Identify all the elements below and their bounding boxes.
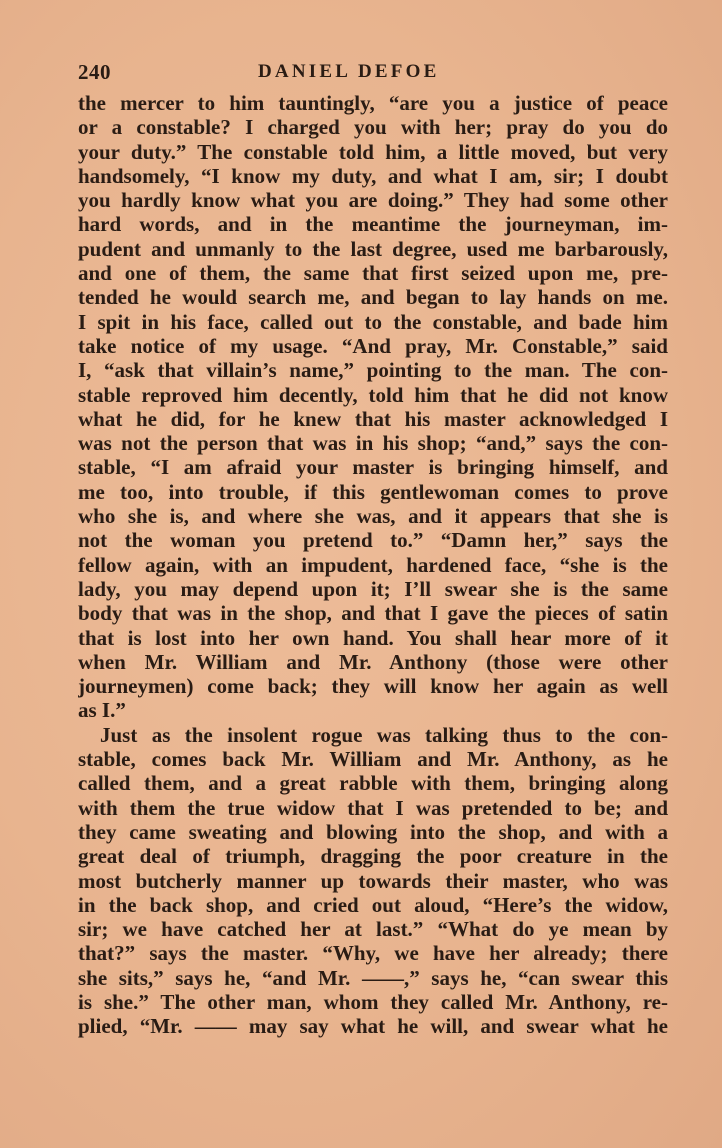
text-line: great deal of triumph, dragging the poor creature in the bbox=[78, 844, 668, 869]
text-line: when Mr. William and Mr. Anthony (those were other bbox=[78, 649, 668, 674]
text-line: she sits,” says he, “and Mr. ——,” says he, “can swear this bbox=[78, 965, 668, 990]
text-line: most butcherly manner up towards their master, who was bbox=[78, 868, 668, 893]
text-line: with them the true widow that I was pretended to be; and bbox=[78, 795, 668, 820]
text-line: in the back shop, and cried out aloud, “Here’s the widow, bbox=[78, 892, 668, 917]
text-line: as I.” bbox=[78, 698, 126, 723]
text-line: take notice of my usage. “And pray, Mr. Constable,” said bbox=[78, 333, 668, 358]
text-line: Just as the insolent rogue was talking thus to the con- bbox=[100, 722, 668, 747]
text-line: and one of them, the same that first seized upon me, pre- bbox=[78, 261, 668, 286]
text-line: fellow again, with an impudent, hardened face, “she is the bbox=[78, 552, 668, 577]
text-line: that is lost into her own hand. You shall hear more of it bbox=[78, 625, 668, 650]
text-line: what he did, for he knew that his master acknowledged I bbox=[78, 406, 668, 431]
text-line: sir; we have catched her at last.” “What do ye mean by bbox=[78, 917, 668, 942]
text-line: I spit in his face, called out to the constable, and bade him bbox=[78, 309, 668, 334]
text-line: hard words, and in the meantime the journeyman, im- bbox=[78, 212, 668, 237]
body-text bbox=[78, 91, 668, 1039]
text-line: stable reproved him decently, told him that he did not know bbox=[78, 382, 668, 407]
text-line: plied, “Mr. —— may say what he will, and swear what he bbox=[78, 1014, 668, 1039]
text-line: handsomely, “I know my duty, and what I am, sir; I doubt bbox=[78, 163, 668, 188]
text-line: not the woman you pretend to.” “Damn her,” says the bbox=[78, 528, 668, 553]
text-line: is she.” The other man, whom they called Mr. Anthony, re- bbox=[78, 989, 668, 1014]
text-line: who she is, and where she was, and it appears that she is bbox=[78, 504, 668, 529]
text-line: called them, and a great rabble with them, bringing along bbox=[78, 771, 668, 796]
text-line: stable, comes back Mr. William and Mr. Anthony, as he bbox=[78, 747, 668, 772]
text-line: or a constable? I charged you with her; pray do you do bbox=[78, 115, 668, 140]
text-line: the mercer to him tauntingly, “are you a justice of peace bbox=[78, 91, 668, 115]
text-line: me too, into trouble, if this gentlewoman comes to prove bbox=[78, 479, 668, 504]
text-line: journeymen) come back; they will know her again as well bbox=[78, 674, 668, 699]
text-line: I, “ask that villain’s name,” pointing to the man. The con- bbox=[78, 358, 668, 383]
text-line: pudent and unmanly to the last degree, used me barbarously, bbox=[78, 236, 668, 261]
text-line: you hardly know what you are doing.” They had some other bbox=[78, 188, 668, 213]
text-line: lady, you may depend upon it; I’ll swear she is the same bbox=[78, 576, 668, 601]
text-line: tended he would search me, and began to lay hands on me. bbox=[78, 285, 668, 310]
text-line: body that was in the shop, and that I gave the pieces of satin bbox=[78, 601, 668, 626]
running-head: DANIEL DEFOE bbox=[258, 61, 440, 82]
text-line: stable, “I am afraid your master is bringing himself, and bbox=[78, 455, 668, 480]
text-line: your duty.” The constable told him, a little moved, but very bbox=[78, 139, 668, 164]
page-header bbox=[78, 60, 668, 90]
page-number: 240 bbox=[78, 60, 111, 84]
text-line: was not the person that was in his shop; “and,” says the con- bbox=[78, 431, 668, 456]
text-line: they came sweating and blowing into the shop, and with a bbox=[78, 819, 668, 844]
text-line: that?” says the master. “Why, we have her already; there bbox=[78, 941, 668, 966]
